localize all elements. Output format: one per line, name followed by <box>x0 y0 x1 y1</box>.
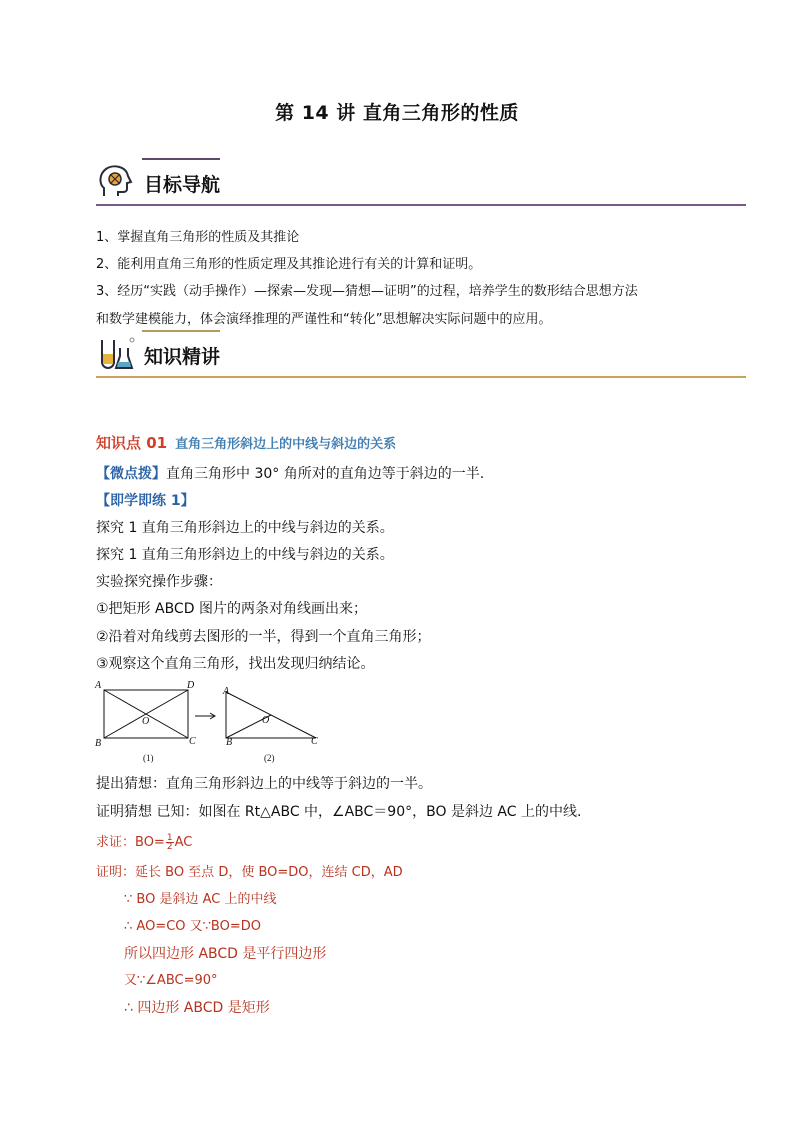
flask-icon <box>96 334 136 374</box>
fig2-median <box>226 715 271 738</box>
fraction-numerator: 1 <box>166 833 173 843</box>
geometry-figure <box>94 678 334 770</box>
body-line-2: 探究 1 直角三角形斜边上的中线与斜边的关系。 <box>96 547 394 563</box>
page-title: 第 14 讲 直角三角形的性质 <box>275 102 519 124</box>
proof-line-6: ∴ 四边形 ABCD 是矩形 <box>124 1000 270 1016</box>
proof-line-2: ∵ BO 是斜边 AC 上的中线 <box>124 892 277 907</box>
prove-line <box>96 834 192 852</box>
proof-setup-line: 证明猜想 已知：如图在 Rt△ABC 中，∠ABC＝90°，BO 是斜边 AC 上的中线. <box>96 804 582 820</box>
body-line-1: 探究 1 直角三角形斜边上的中线与斜边的关系。 <box>96 520 394 536</box>
section-header-knowledge <box>96 330 746 378</box>
body-line-3: 实验探究操作步骤： <box>96 574 222 590</box>
fig1-label-o: O <box>142 716 150 727</box>
fig1-label-a: A <box>95 680 102 691</box>
proof-line-4: 所以四边形 ABCD 是平行四边形 <box>124 946 327 962</box>
knowledge-point-number: 知识点 01 <box>96 434 168 452</box>
tip-text: 直角三角形中 30° 角所对的直角边等于斜边的一半. <box>166 466 485 482</box>
head-bulb-icon <box>96 162 136 202</box>
body-line-6: ③观察这个直角三角形，找出发现归纳结论。 <box>96 656 375 672</box>
body-line-4: ①把矩形 ABCD 图片的两条对角线画出来； <box>96 601 367 617</box>
tip-label: 【微点拨】 <box>96 466 166 482</box>
goal-item-1: 1、掌握直角三角形的性质及其推论 <box>96 230 300 245</box>
section-title-knowledge: 知识精讲 <box>144 346 221 368</box>
fig1-label-c: C <box>189 736 196 747</box>
prove-suffix: AC <box>174 835 193 850</box>
knowledge-point-title: 直角三角形斜边上的中线与斜边的关系 <box>175 437 397 452</box>
conjecture-line: 提出猜想：直角三角形斜边上的中线等于斜边的一半。 <box>96 776 432 792</box>
prove-prefix: 求证：BO= <box>96 835 165 850</box>
knowledge-point-heading <box>96 432 396 453</box>
body-line-5: ②沿着对角线剪去图形的一半，得到一个直角三角形； <box>96 629 431 645</box>
goal-item-3-cont: 和数学建模能力，体会演绎推理的严谨性和“转化”思想解决实际问题中的应用。 <box>96 312 552 327</box>
fig1-label-d: D <box>187 680 195 691</box>
fig2-label-o: O <box>262 715 270 726</box>
fraction-half <box>166 834 174 851</box>
fig2-caption: (2) <box>264 753 275 763</box>
fraction-denominator: 2 <box>166 842 173 852</box>
fig1-label-b: B <box>95 738 102 749</box>
proof-line-3: ∴ AO=CO 又∵BO=DO <box>124 919 261 934</box>
section-title-goals: 目标导航 <box>144 174 221 196</box>
fig2-label-c: C <box>311 736 318 747</box>
section-header-goals <box>96 158 746 206</box>
tip-line <box>96 465 484 483</box>
goal-item-2: 2、能利用直角三角形的性质定理及其推论进行有关的计算和证明。 <box>96 257 482 272</box>
fig2-label-a: A <box>223 686 230 697</box>
proof-line-1: 证明：延长 BO 至点 D，使 BO=DO，连结 CD，AD <box>96 865 403 880</box>
practice-label: 【即学即练 1】 <box>96 493 195 509</box>
goal-item-3: 3、经历“实践（动手操作）—探索—发现—猜想—证明”的过程，培养学生的数形结合思想方法 <box>96 284 638 299</box>
proof-line-5: 又∵∠ABC=90° <box>124 973 218 988</box>
fig2-label-b: B <box>226 737 233 748</box>
fig1-caption: (1) <box>143 753 154 763</box>
